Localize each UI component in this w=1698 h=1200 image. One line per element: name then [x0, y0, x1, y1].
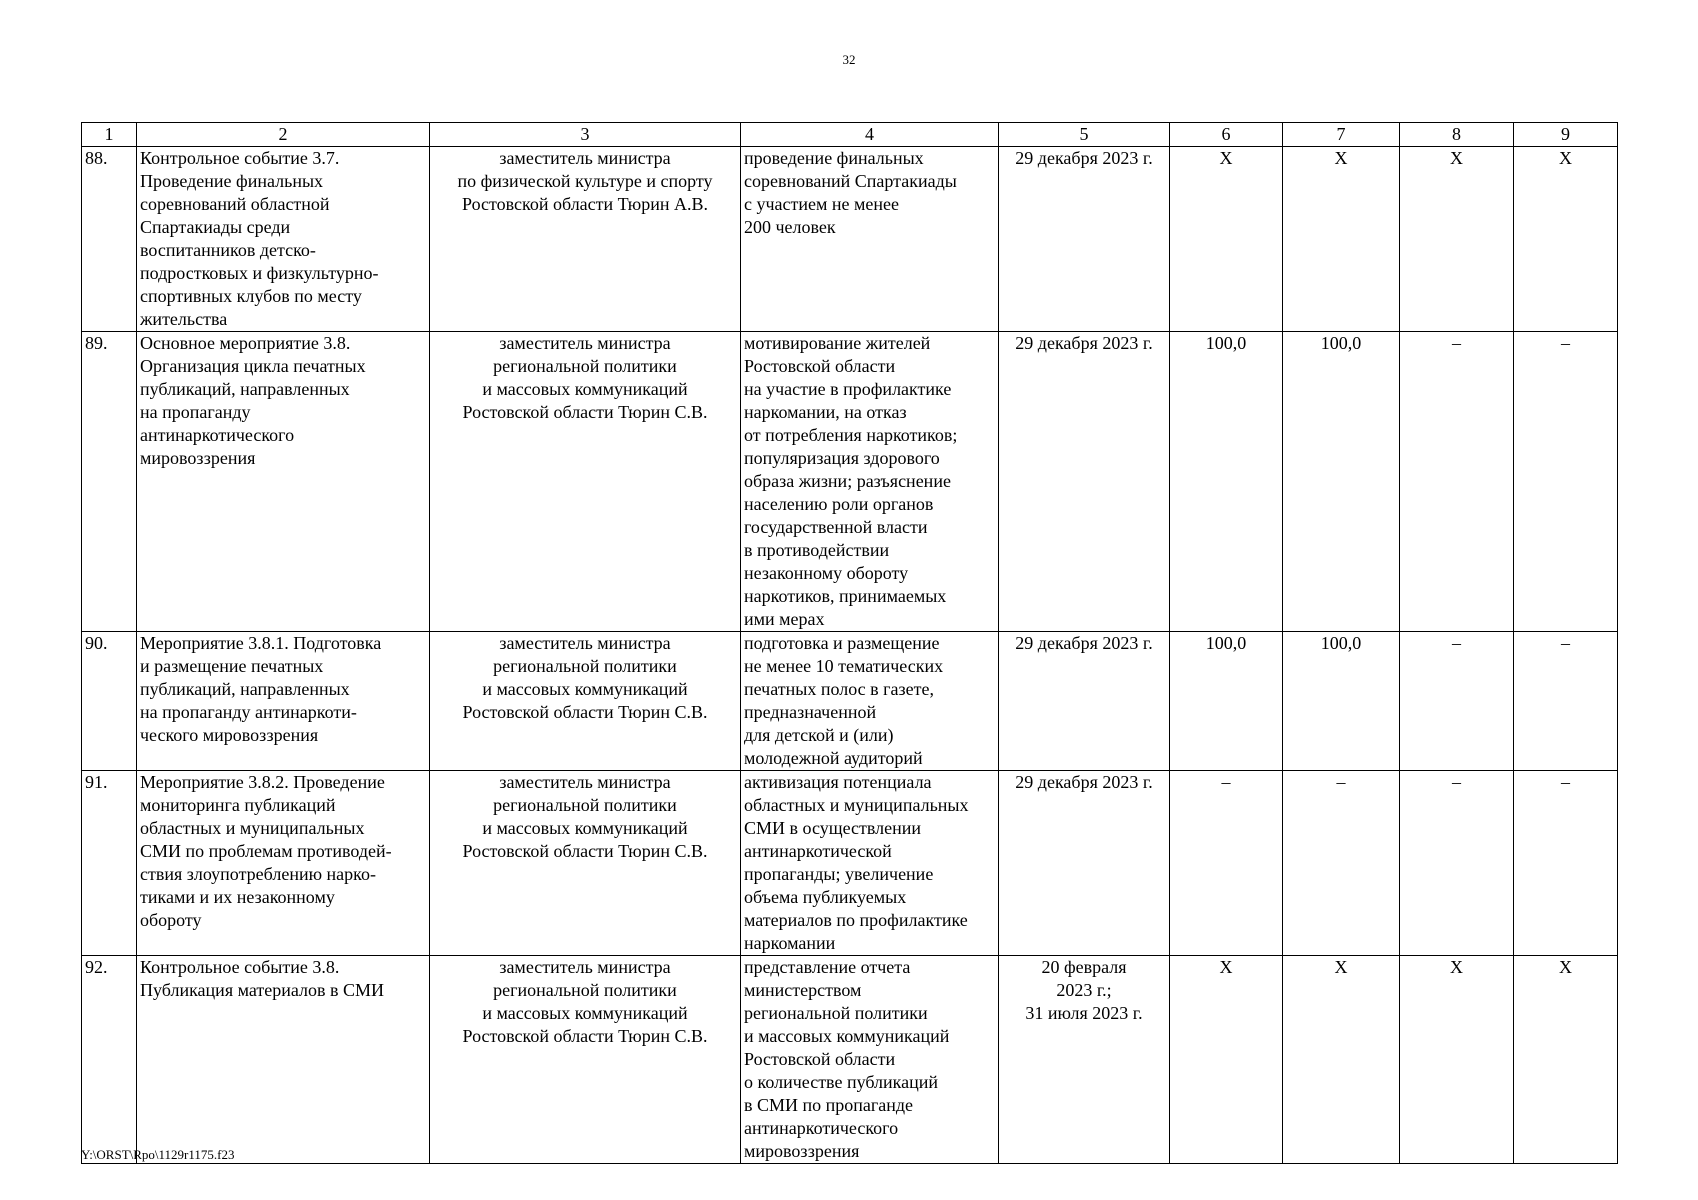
page-number: 32: [842, 52, 856, 67]
cell-col6: X: [1170, 147, 1283, 332]
expected-result: проведение финальных соревнований Спартакиады с участием не менее 200 человек: [741, 147, 999, 332]
activity-name: Мероприятие 3.8.2. Проведение мониторинга публикаций областных и муниципальных СМИ по проблемам противодей- ствия злоупотреблению нарко- тиками и их незаконному обороту: [137, 771, 430, 956]
expected-result: подготовка и размещение не менее 10 тематических печатных полос в газете, предназначенной для детской и (или) молодежной аудиторий: [741, 632, 999, 771]
col-header-4: 4: [741, 123, 999, 147]
expected-result: представление отчета министерством региональной политики и массовых коммуникаций Ростовской области о количестве публикаций в СМИ по пропаганде антинаркотического мировоззрения: [741, 956, 999, 1164]
cell-col6: 100,0: [1170, 632, 1283, 771]
row-number: 88.: [82, 147, 137, 332]
cell-col8: X: [1400, 956, 1514, 1164]
deadline-date: 29 декабря 2023 г.: [999, 771, 1170, 956]
cell-col8: –: [1400, 771, 1514, 956]
cell-col6: X: [1170, 956, 1283, 1164]
col-header-1: 1: [82, 123, 137, 147]
col-header-6: 6: [1170, 123, 1283, 147]
col-header-5: 5: [999, 123, 1170, 147]
cell-col6: 100,0: [1170, 332, 1283, 632]
activity-name: Контрольное событие 3.8. Публикация материалов в СМИ: [137, 956, 430, 1164]
deadline-date: 20 февраля 2023 г.; 31 июля 2023 г.: [999, 956, 1170, 1164]
cell-col8: –: [1400, 332, 1514, 632]
deadline-date: 29 декабря 2023 г.: [999, 632, 1170, 771]
cell-col9: –: [1514, 632, 1618, 771]
row-number: 92.: [82, 956, 137, 1164]
responsible-person: заместитель министра региональной политики и массовых коммуникаций Ростовской области Тюрин С.В.: [430, 632, 741, 771]
responsible-person: заместитель министра региональной политики и массовых коммуникаций Ростовской области Тюрин С.В.: [430, 956, 741, 1164]
expected-result: активизация потенциала областных и муниципальных СМИ в осуществлении антинаркотической пропаганды; увеличение объема публикуемых материалов по профилактике наркомании: [741, 771, 999, 956]
col-header-8: 8: [1400, 123, 1514, 147]
cell-col7: 100,0: [1283, 632, 1400, 771]
row-number: 89.: [82, 332, 137, 632]
expected-result: мотивирование жителей Ростовской области на участие в профилактике наркомании, на отказ от потребления наркотиков; популяризация здорового образа жизни; разъяснение населению роли органов государственной власти в противодействии незаконному обороту наркотиков, принимаемых ими мерах: [741, 332, 999, 632]
cell-col7: –: [1283, 771, 1400, 956]
deadline-date: 29 декабря 2023 г.: [999, 147, 1170, 332]
cell-col7: X: [1283, 147, 1400, 332]
col-header-2: 2: [137, 123, 430, 147]
plan-table: [81, 122, 1618, 1164]
cell-col6: –: [1170, 771, 1283, 956]
cell-col8: X: [1400, 147, 1514, 332]
cell-col9: –: [1514, 332, 1618, 632]
activity-name: Основное мероприятие 3.8. Организация цикла печатных публикаций, направленных на пропаганду антинаркотического мировоззрения: [137, 332, 430, 632]
header-row: [82, 123, 1618, 147]
responsible-person: заместитель министра региональной политики и массовых коммуникаций Ростовской области Тюрин С.В.: [430, 332, 741, 632]
row-number: 90.: [82, 632, 137, 771]
activity-name: Контрольное событие 3.7. Проведение финальных соревнований областной Спартакиады среди воспитанников детско- подростковых и физкультурно- спортивных клубов по месту жительства: [137, 147, 430, 332]
table-row: [82, 332, 1618, 632]
cell-col9: –: [1514, 771, 1618, 956]
table-row: [82, 771, 1618, 956]
col-header-3: 3: [430, 123, 741, 147]
responsible-person: заместитель министра региональной политики и массовых коммуникаций Ростовской области Тюрин С.В.: [430, 771, 741, 956]
cell-col8: –: [1400, 632, 1514, 771]
file-path-footer: Y:\ORST\Rpo\1129r1175.f23: [81, 1147, 235, 1162]
activity-name: Мероприятие 3.8.1. Подготовка и размещение печатных публикаций, направленных на пропаганду антинаркоти- ческого мировоззрения: [137, 632, 430, 771]
cell-col7: 100,0: [1283, 332, 1400, 632]
cell-col9: X: [1514, 147, 1618, 332]
col-header-7: 7: [1283, 123, 1400, 147]
row-number: 91.: [82, 771, 137, 956]
responsible-person: заместитель министра по физической культуре и спорту Ростовской области Тюрин А.В.: [430, 147, 741, 332]
cell-col9: X: [1514, 956, 1618, 1164]
deadline-date: 29 декабря 2023 г.: [999, 332, 1170, 632]
col-header-9: 9: [1514, 123, 1618, 147]
table-row: [82, 956, 1618, 1164]
table-row: [82, 147, 1618, 332]
cell-col7: X: [1283, 956, 1400, 1164]
table-row: [82, 632, 1618, 771]
